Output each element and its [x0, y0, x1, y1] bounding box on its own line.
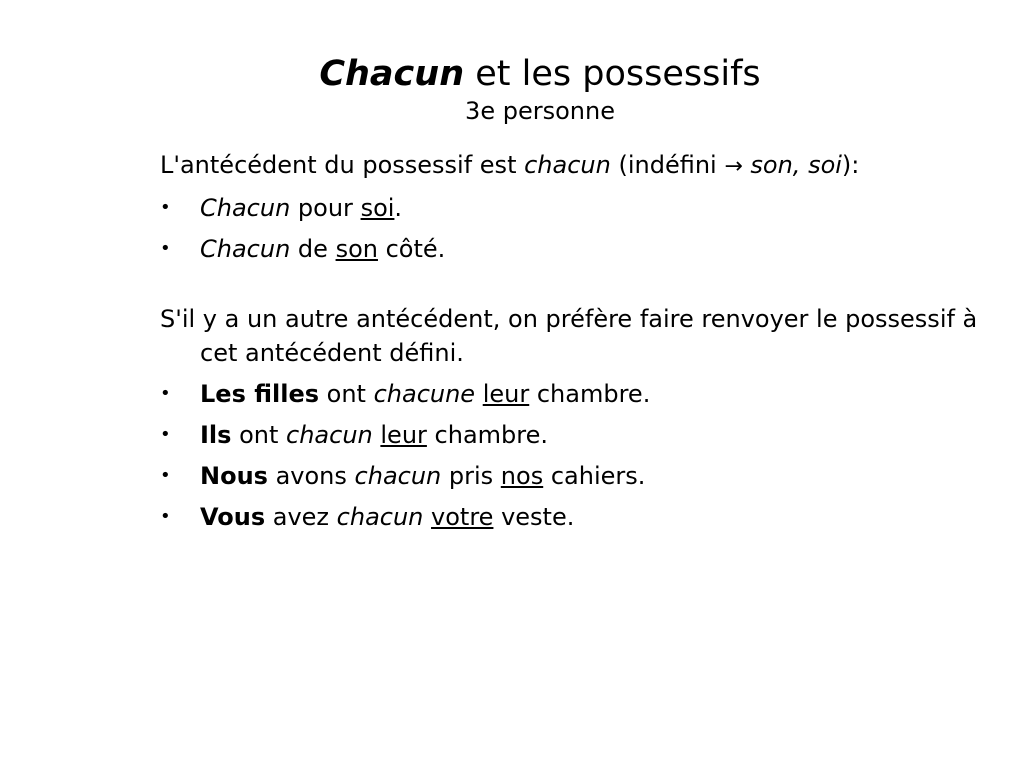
bullet-space: pris — [441, 462, 501, 490]
bullet-verb: ont — [319, 380, 374, 408]
bullet-chacun: chacun — [336, 503, 424, 531]
list-item — [160, 377, 980, 411]
list-item — [160, 191, 980, 225]
bullet-chacun: chacune — [373, 380, 476, 408]
bullet-icon: • — [160, 506, 171, 527]
bullet-subject: Ils — [200, 421, 232, 449]
bullet-verb: avons — [267, 462, 355, 490]
slide-content — [160, 148, 980, 534]
title-italic: Chacun — [319, 54, 465, 94]
bullet-rest: . — [394, 194, 403, 222]
bullet-subject: Nous — [200, 462, 268, 490]
bullet-possessive: son — [335, 235, 378, 263]
bullet-subject: Chacun — [200, 235, 291, 263]
arrow-right-icon: → — [724, 154, 743, 179]
bullet-rest: cahiers. — [543, 462, 646, 490]
bullet-icon: • — [160, 238, 171, 259]
bullet-subject: Vous — [200, 503, 266, 531]
bullet-possessive: leur — [380, 421, 427, 449]
spacer — [160, 266, 980, 302]
bullet-verb: ont — [231, 421, 287, 449]
bullet-rest: chambre. — [426, 421, 548, 449]
slide-title — [0, 52, 1024, 96]
bullet-subject: Les filles — [200, 380, 320, 408]
title-block — [0, 52, 1024, 126]
bullet-chacun: chacun — [286, 421, 373, 449]
bullet-rest: veste. — [493, 503, 575, 531]
list-item — [160, 500, 980, 534]
list-item — [160, 459, 980, 493]
bullet-icon: • — [160, 383, 171, 404]
intro-text-3: (indéfini — [610, 151, 725, 179]
intro-chacun: chacun — [524, 151, 611, 179]
bullet-text: de — [290, 235, 336, 263]
bullet-verb: avez — [265, 503, 337, 531]
bullet-icon: • — [160, 424, 171, 445]
intro-son-soi: son, soi — [742, 151, 842, 179]
bullet-icon: • — [160, 197, 171, 218]
slide-subtitle: 3e personne — [465, 97, 615, 125]
bullet-space — [475, 380, 483, 408]
list-item — [160, 232, 980, 266]
intro-text-1: L'antécédent du possessif est — [160, 151, 525, 179]
bullet-subject: Chacun — [200, 194, 291, 222]
section1-intro — [160, 148, 980, 184]
bullet-rest: chambre. — [529, 380, 651, 408]
bullet-space — [423, 503, 431, 531]
bullet-possessive: soi — [360, 194, 395, 222]
section2-intro: S'il y a un autre antécédent, on préfère faire renvoyer le possessif à cet antécédent défini. — [160, 305, 978, 367]
title-rest: et les possessifs — [464, 54, 761, 94]
bullet-possessive: nos — [500, 462, 544, 490]
bullet-icon: • — [160, 465, 171, 486]
intro-text-5: ): — [841, 151, 860, 179]
bullet-rest: côté. — [377, 235, 446, 263]
list-item — [160, 418, 980, 452]
bullet-text: pour — [290, 194, 361, 222]
bullet-possessive: votre — [431, 503, 494, 531]
bullet-possessive: leur — [482, 380, 530, 408]
bullet-chacun: chacun — [354, 462, 442, 490]
